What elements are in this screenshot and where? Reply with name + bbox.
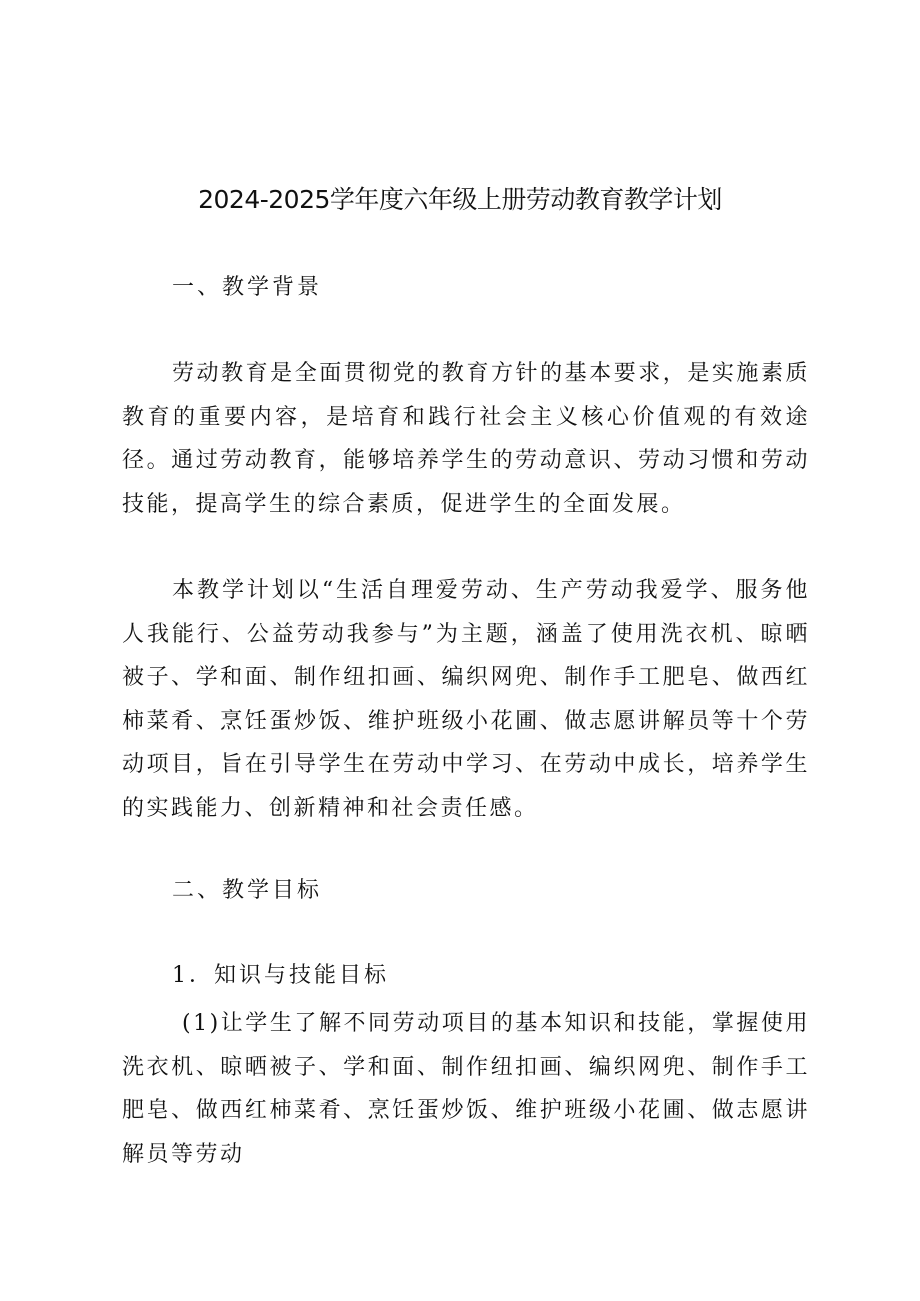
paragraph-background-2: 本教学计划以“生活自理爱劳动、生产劳动我爱学、服务他人我能行、公益劳动我参与”为主题，涵盖了使用洗衣机、晾晒被子、学和面、制作纽扣画、编织网兜、制作手工肥皂、做西红柿菜肴、烹饪蛋炒饭、维护班级小花圃、做志愿讲解员等十个劳动项目，旨在引导学生在劳动中学习、在劳动中成长，培养学生的实践能力、创新精神和社会责任感。 xyxy=(122,578,810,821)
list-item-goal-1: (1)让学生了解不同劳动项目的基本知识和技能，掌握使用洗衣机、晾晒被子、学和面、制作纽扣画、编织网兜、制作手工肥皂、做西红柿菜肴、烹饪蛋炒饭、维护班级小花圃、做志愿讲解员等劳动 xyxy=(122,1011,810,1167)
section-heading-background: 一、教学背景 xyxy=(172,275,323,300)
subsection-heading-knowledge-skills: 1．知识与技能目标 xyxy=(172,963,389,988)
document-title: 2024-2025学年度六年级上册劳动教育教学计划 xyxy=(198,185,722,214)
paragraph-background-1: 劳动教育是全面贯彻党的教育方针的基本要求，是实施素质教育的重要内容，是培育和践行社会主义核心价值观的有效途径。通过劳动教育，能够培养学生的劳动意识、劳动习惯和劳动技能，提高学生的综合素质，促进学生的全面发展。 xyxy=(122,361,810,517)
section-heading-goals: 二、教学目标 xyxy=(172,878,323,903)
